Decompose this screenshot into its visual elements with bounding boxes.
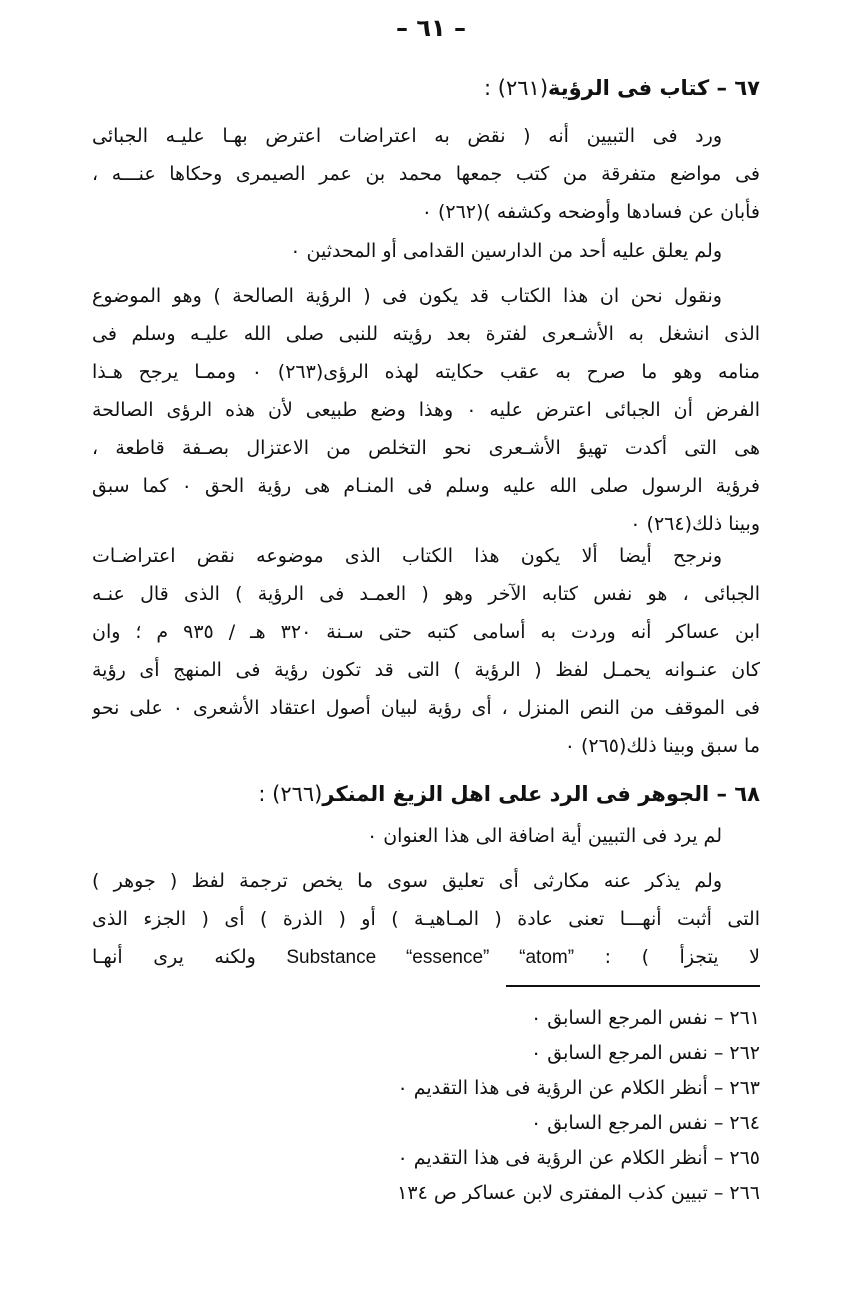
line-arabic-end: ولكنه يرى أنهـا — [92, 946, 256, 968]
footnote-item: ٢٦٣ – أنظر الكلام عن الرؤية فى هذا التقديم ٠ — [397, 1077, 760, 1099]
text-line: فى الموقف من النص المنزل ، أى رؤية لبيان أصول اعتقاد الأشعرى ٠ على نحو — [92, 697, 760, 719]
footnote-item: ٢٦٥ – أنظر الكلام عن الرؤية فى هذا التقديم ٠ — [397, 1147, 760, 1169]
footnotes — [92, 1001, 760, 1211]
line-latin-terms: Substance “essence” “atom” — [286, 947, 575, 968]
section-67-paragraph-4 — [92, 537, 760, 765]
section-67-paragraph-1 — [92, 117, 760, 231]
text-line: فأبان عن فسادها وأوضحه وكشفه )(٢٦٢) ٠ — [421, 201, 760, 223]
footnote-item: ٢٦٤ – نفس المرجع السابق ٠ — [531, 1112, 760, 1134]
footnote-item: ٢٦٦ – تبيين كذب المفترى لابن عساكر ص ١٣٤ — [397, 1182, 760, 1204]
text-line: وبينا ذلك(٢٦٤) ٠ — [630, 513, 760, 535]
section-68-heading — [92, 775, 760, 813]
footnote-item: ٢٦١ – نفس المرجع السابق ٠ — [531, 1007, 760, 1029]
text-line: كان عنـوانه يحمـل لفظ ( الرؤية ) التى قد تكون رؤية فى المنهج أى رؤية — [92, 659, 760, 681]
line-arabic-start: لا يتجزأ ) : — [604, 946, 760, 968]
text-line: الفرض أن الجبائى اعترض عليه ٠ وهذا وضع طبيعى لأن هذه الرؤى الصالحة — [92, 399, 760, 421]
text-line: ونقول نحن ان هذا الكتاب قد يكون فى ( الرؤية الصالحة ) وهو الموضوع — [92, 285, 722, 307]
page-number: – ٦١ – — [395, 14, 466, 42]
section-67-paragraph-3 — [92, 277, 760, 543]
text-line: فرؤية الرسول صلى الله عليه وسلم فى المنـام هى رؤية الحق ٠ كما سبق — [92, 475, 760, 497]
text-line: ولم يذكر عنه مكارثى أى تعليق سوى ما يخص ترجمة لفظ ( جوهر ) — [92, 870, 722, 892]
text-line: ما سبق وبينا ذلك(٢٦٥) ٠ — [564, 735, 760, 757]
text-line: ولم يعلق عليه أحد من الدارسين القدامى أو المحدثين ٠ — [290, 240, 722, 262]
text-line: التى أثبت أنهـــا تعنى عادة ( المـاهيـة ) أو ( الذرة ) أى ( الجزء الذى — [92, 908, 760, 930]
footnote-item: ٢٦٢ – نفس المرجع السابق ٠ — [531, 1042, 760, 1064]
text-line: الذى انشغل به الأشـعرى لفترة بعد رؤيته للنبى صلى الله عليـه وسلم فى — [92, 323, 760, 345]
section-67-number: ٦٧ – — [716, 76, 760, 100]
section-67-heading — [92, 69, 760, 107]
section-68-number: ٦٨ – — [716, 782, 760, 806]
text-line: لم يرد فى التبيين أية اضافة الى هذا العنوان ٠ — [366, 825, 722, 847]
text-line-mixed — [92, 938, 760, 976]
text-line: الجبائى ، هو نفس كتابه الآخر وهو ( العمـد فى الرؤية ) الذى قال عنـه — [92, 583, 760, 605]
text-line: فى مواضع متفرقة من كتب جمعها محمد بن عمر الصيمرى وحكاها عنـــه ، — [92, 163, 760, 185]
text-line: ورد فى التبيين أنه ( نقض به اعتراضات اعترض بهـا عليـه الجبائى — [92, 125, 722, 147]
section-67-title: كتاب فى الرؤية — [548, 76, 710, 100]
text-line: منامه وهو ما صرح به عقب حكايته لهذه الرؤى(٢٦٣) ٠ وممـا يرجح هـذا — [92, 361, 760, 383]
section-68-paragraph-1 — [92, 817, 760, 855]
section-67-paragraph-2 — [92, 232, 760, 270]
section-68-suffix: (٢٦٦) : — [258, 782, 323, 806]
section-68-title: الجوهر فى الرد على اهل الزيغ المنكر — [322, 782, 710, 806]
text-line: ابن عساكر أنه وردت به أسامى كتبه حتى سـنة ٣٢٠ هـ / ٩٣٥ م ؛ وان — [92, 621, 760, 643]
text-line: ونرجح أيضا ألا يكون هذا الكتاب الذى موضوعه نقض اعتراضـات — [92, 545, 722, 567]
section-68-paragraph-2 — [92, 862, 760, 976]
text-line: هى التى أكدت تهيؤ الأشـعرى نحو التخلص من الاعتزال بصـفة قاطعة ، — [92, 437, 760, 459]
footnote-separator — [506, 985, 760, 987]
section-67-suffix: (٢٦١) : — [484, 76, 549, 100]
